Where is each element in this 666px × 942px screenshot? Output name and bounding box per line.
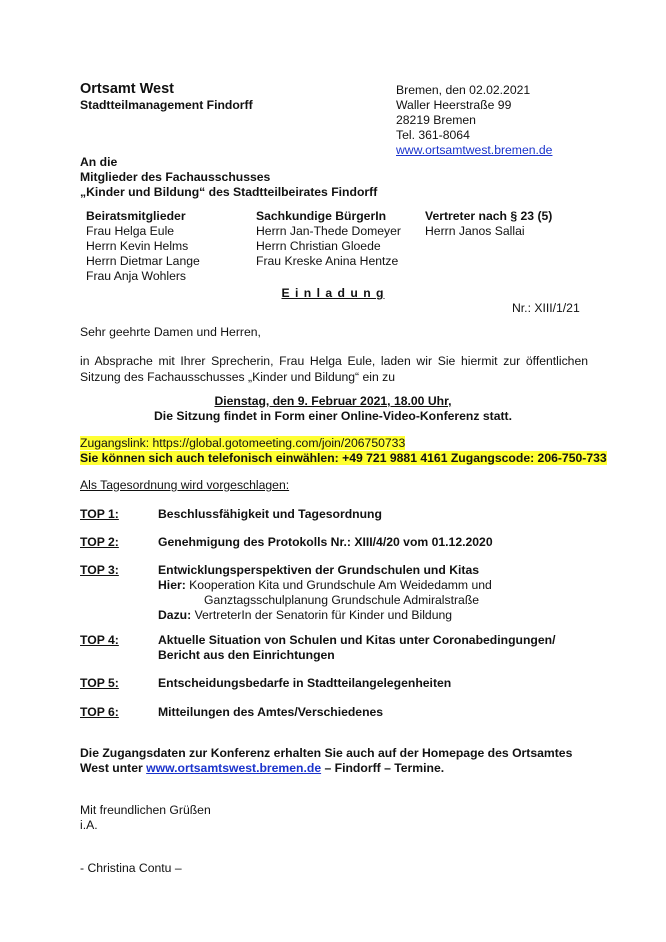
agenda-label: TOP 4: <box>80 633 119 647</box>
agenda-text <box>158 507 598 522</box>
office-subtitle: Stadtteilmanagement Findorff <box>80 98 253 112</box>
members-col-title: Sachkundige BürgerIn <box>256 209 387 223</box>
recipient-line1: An die <box>80 155 118 169</box>
recipient-line2: Mitglieder des Fachausschusses <box>80 170 271 184</box>
agenda-title: Beschlussfähigkeit und Tagesordnung <box>158 507 382 521</box>
agenda-title: Aktuelle Situation von Schulen und Kitas unter Coronabedingungen/ <box>158 633 556 647</box>
closing-greeting: Mit freundlichen Grüßen <box>80 803 211 817</box>
member-name: Frau Kreske Anina Hentze <box>256 254 399 268</box>
closing-ia: i.A. <box>80 818 98 832</box>
homepage-link[interactable]: www.ortsamtswest.bremen.de <box>146 761 322 775</box>
agenda-title: Genehmigung des Protokolls Nr.: XIII/4/20 vom 01.12.2020 <box>158 535 493 549</box>
agenda-label: TOP 5: <box>80 676 119 690</box>
member-name: Frau Anja Wohlers <box>86 269 187 283</box>
office-name: Ortsamt West <box>80 81 175 97</box>
meeting-date: Dienstag, den 9. Februar 2021, 18.00 Uhr, <box>214 394 452 408</box>
members-col-council <box>86 209 200 284</box>
agenda-label: TOP 2: <box>80 535 119 549</box>
agenda-title: Mitteilungen des Amtes/Verschiedenes <box>158 705 384 719</box>
footer-note-line2: West unter www.ortsamtswest.bremen.de – Findorff – Termine. <box>80 761 445 775</box>
member-name: Herrn Christian Gloede <box>256 239 381 253</box>
agenda-text <box>158 705 598 720</box>
salutation: Sehr geehrte Damen und Herren, <box>80 325 261 339</box>
member-name: Frau Helga Eule <box>86 224 175 238</box>
agenda-title: Bericht aus den Einrichtungen <box>158 648 335 662</box>
zip-city: 28219 Bremen <box>396 113 476 127</box>
agenda-title: Entwicklungsperspektiven der Grundschulen und Kitas <box>158 563 479 577</box>
members-col-representatives <box>425 209 552 239</box>
agenda-label: TOP 6: <box>80 705 119 719</box>
meeting-info <box>0 394 666 424</box>
agenda-text <box>158 563 598 623</box>
place-date: Bremen, den 02.02.2021 <box>396 83 531 97</box>
member-name: Herrn Dietmar Lange <box>86 254 200 268</box>
agenda-title: Entscheidungsbedarfe in Stadtteilangelegenheiten <box>158 676 452 690</box>
sender-address <box>396 83 552 158</box>
agenda-intro: Als Tagesordnung wird vorgeschlagen: <box>80 478 290 492</box>
website-link[interactable]: www.ortsamtwest.bremen.de <box>396 143 553 157</box>
footer-note <box>80 746 572 776</box>
agenda-text <box>158 535 598 550</box>
closing <box>80 803 211 833</box>
signature-name: - Christina Contu – <box>80 861 182 875</box>
agenda-label: TOP 1: <box>80 507 119 521</box>
meeting-format: Die Sitzung findet in Form einer Online-Video-Konferenz statt. <box>154 409 512 423</box>
access-link[interactable]: Zugangslink: https://global.gotomeeting.com/join/206750733 <box>80 436 406 450</box>
agenda-detail: Hier: Kooperation Kita und Grundschule Am Weidedamm und <box>158 578 492 592</box>
agenda-text <box>158 676 598 691</box>
footer-note-line1: Die Zugangsdaten zur Konferenz erhalten Sie auch auf der Homepage des Ortsamtes <box>80 746 573 760</box>
members-col-title: Vertreter nach § 23 (5) <box>425 209 553 223</box>
document-number: Nr.: XIII/1/21 <box>512 301 580 315</box>
access-phone: Sie können sich auch telefonisch einwählen: +49 721 9881 4161 Zugangscode: 206-750-733 <box>80 451 607 465</box>
recipient-line3: „Kinder und Bildung“ des Stadtteilbeirates Findorff <box>80 185 378 199</box>
agenda-detail: Dazu: VertreterIn der Senatorin für Kinder und Bildung <box>158 608 453 622</box>
recipient-block <box>80 155 377 200</box>
street: Waller Heerstraße 99 <box>396 98 512 112</box>
agenda-text <box>158 633 598 663</box>
intro-paragraph: in Absprache mit Ihrer Sprecherin, Frau Helga Eule, laden wir Sie hiermit zur öffentlichen Sitzung des Fachausschusses „Kinder und Bildung“ ein zu <box>80 354 588 384</box>
document-title: E i n l a d u n g <box>281 286 385 300</box>
access-info <box>80 436 607 466</box>
agenda-detail: Ganztagsschulplanung Grundschule Admiralstraße <box>204 593 480 607</box>
members-col-title: Beiratsmitglieder <box>86 209 186 223</box>
member-name: Herrn Kevin Helms <box>86 239 189 253</box>
phone: Tel. 361-8064 <box>396 128 470 142</box>
member-name: Herrn Jan-Thede Domeyer <box>256 224 401 238</box>
members-col-citizens <box>256 209 401 269</box>
agenda-label: TOP 3: <box>80 563 119 577</box>
member-name: Herrn Janos Sallai <box>425 224 525 238</box>
